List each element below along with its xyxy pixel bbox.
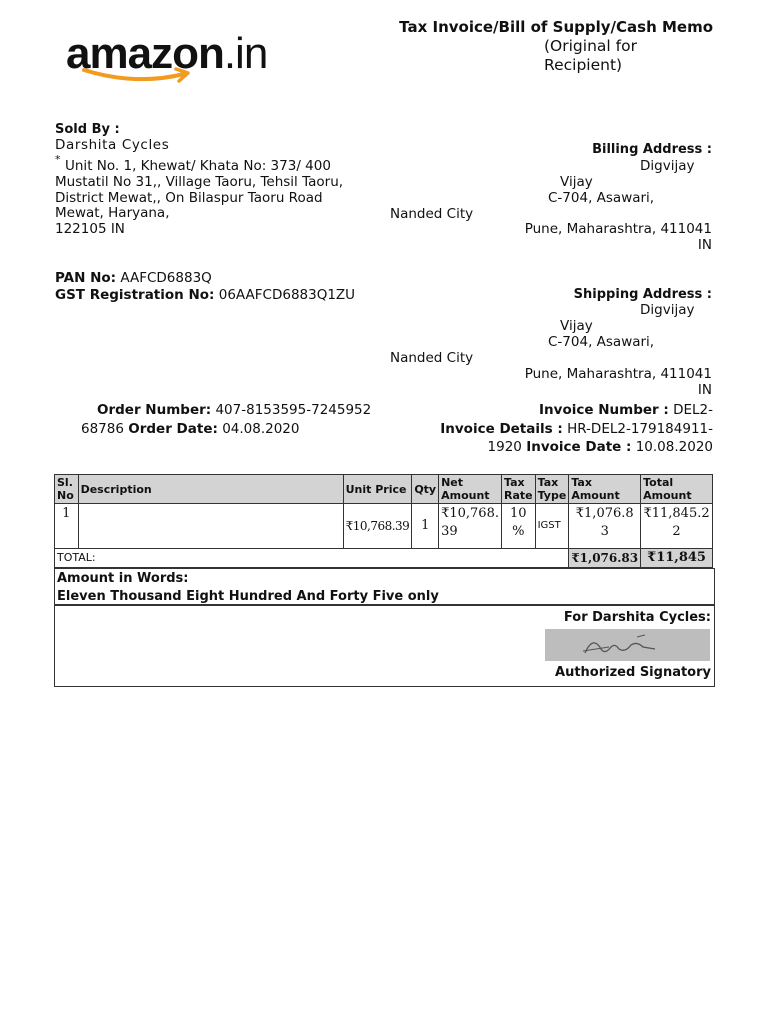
- items-table: [54, 474, 713, 568]
- row-sl-no: 1: [55, 504, 79, 549]
- row-net-amount: ₹10,768. 39: [439, 504, 502, 549]
- total-tax-amount: ₹1,076.83: [569, 549, 641, 568]
- billing-line3: C-704, Asawari,: [548, 190, 655, 206]
- invoice-number-row: [539, 402, 713, 418]
- invoice-title: Tax Invoice/Bill of Supply/Cash Memo: [399, 18, 713, 36]
- row-total-amount: ₹11,845.2 2: [641, 504, 713, 549]
- row-tax-rate: 10 %: [501, 504, 535, 549]
- table-total-row: [55, 549, 713, 568]
- header-sl-no: Sl. No: [55, 475, 79, 504]
- shipping-line5: Pune, Maharashtra, 411041: [524, 366, 712, 382]
- invoice-subtitle-line2: Recipient): [544, 56, 623, 74]
- pan-row: [55, 270, 212, 286]
- billing-line4: Nanded City: [390, 206, 474, 222]
- table-row: [55, 504, 713, 549]
- header-tax-amount: Tax Amount: [569, 475, 641, 504]
- order-number-continued: 68786: [81, 421, 124, 437]
- signature-image: [545, 629, 710, 661]
- shipping-line6: IN: [697, 382, 712, 398]
- invoice-details-row: [440, 421, 713, 437]
- header-net-amount: Net Amount: [439, 475, 502, 504]
- seller-address-line4: Mewat, Haryana,: [55, 205, 170, 221]
- invoice-details-continued: 1920: [487, 439, 522, 455]
- header-total-amount: Total Amount: [641, 475, 713, 504]
- gst-row: [55, 287, 355, 303]
- seller-name: Darshita Cycles: [55, 137, 170, 153]
- amazon-logo: [66, 29, 268, 78]
- header-tax-rate: Tax Rate: [501, 475, 535, 504]
- shipping-line4: Nanded City: [390, 350, 474, 366]
- shipping-line1: Digvijay: [640, 302, 695, 318]
- billing-line5: Pune, Maharashtra, 411041: [524, 221, 712, 237]
- amount-in-words-label: Amount in Words:: [57, 571, 189, 586]
- invoice-date-value: 10.08.2020: [635, 439, 713, 455]
- order-date-label: Order Date:: [128, 421, 218, 437]
- billing-line2: Vijay: [560, 174, 593, 190]
- header-description: Description: [78, 475, 343, 504]
- billing-address-label: Billing Address :: [592, 142, 712, 157]
- invoice-details-value: HR-DEL2-179184911-: [567, 421, 713, 437]
- order-number-row: [97, 402, 371, 418]
- authorized-signatory-label: Authorized Signatory: [555, 665, 711, 680]
- seller-address-line5: 122105 IN: [55, 221, 125, 237]
- amount-in-words-box: [54, 568, 715, 606]
- gst-label: GST Registration No:: [55, 287, 215, 303]
- logo-brand: amazon: [66, 29, 224, 78]
- order-number-value: 407-8153595-7245952: [215, 402, 372, 418]
- signature-scribble-icon: [545, 629, 710, 661]
- row-qty: 1: [412, 504, 439, 549]
- order-date-row: [81, 421, 299, 437]
- invoice-details-label: Invoice Details :: [440, 421, 563, 437]
- row-unit-price: ₹10,768.39: [343, 504, 412, 549]
- table-header-row: [55, 475, 713, 504]
- asterisk-icon: *: [55, 153, 61, 166]
- shipping-line3: C-704, Asawari,: [548, 334, 655, 350]
- logo-smile-icon: [80, 66, 200, 86]
- billing-line6: IN: [697, 237, 712, 253]
- invoice-number-label: Invoice Number :: [539, 402, 669, 418]
- total-amount: ₹11,845: [641, 549, 713, 568]
- row-tax-amount: ₹1,076.8 3: [569, 504, 641, 549]
- seller-address-line1: Unit No. 1, Khewat/ Khata No: 373/ 400: [65, 158, 331, 174]
- pan-label: PAN No:: [55, 270, 117, 286]
- shipping-line2: Vijay: [560, 318, 593, 334]
- invoice-date-label: Invoice Date :: [526, 439, 632, 455]
- invoice-subtitle-line1: (Original for: [544, 37, 637, 55]
- header-qty: Qty: [412, 475, 439, 504]
- order-date-value: 04.08.2020: [222, 421, 300, 437]
- order-number-label: Order Number:: [97, 402, 212, 418]
- seller-address-line3: District Mewat,, On Bilaspur Taoru Road: [55, 190, 323, 206]
- shipping-address-label: Shipping Address :: [573, 287, 712, 302]
- sold-by-label: Sold By :: [55, 122, 120, 137]
- for-company-label: For Darshita Cycles:: [563, 610, 711, 625]
- billing-line1: Digvijay: [640, 158, 695, 174]
- logo-suffix: .in: [223, 29, 268, 78]
- row-description: [78, 504, 343, 549]
- row-tax-type: IGST: [535, 504, 569, 549]
- amount-in-words-value: Eleven Thousand Eight Hundred And Forty Five only: [57, 589, 439, 604]
- header-unit-price: Unit Price: [343, 475, 412, 504]
- seller-address-line2: Mustatil No 31,, Village Taoru, Tehsil Taoru,: [55, 174, 344, 190]
- pan-value: AAFCD6883Q: [120, 270, 212, 286]
- invoice-date-row: [488, 439, 713, 455]
- total-label: TOTAL:: [55, 549, 569, 568]
- invoice-number-value: DEL2-: [673, 402, 713, 418]
- gst-value: 06AAFCD6883Q1ZU: [218, 287, 356, 303]
- header-tax-type: Tax Type: [535, 475, 569, 504]
